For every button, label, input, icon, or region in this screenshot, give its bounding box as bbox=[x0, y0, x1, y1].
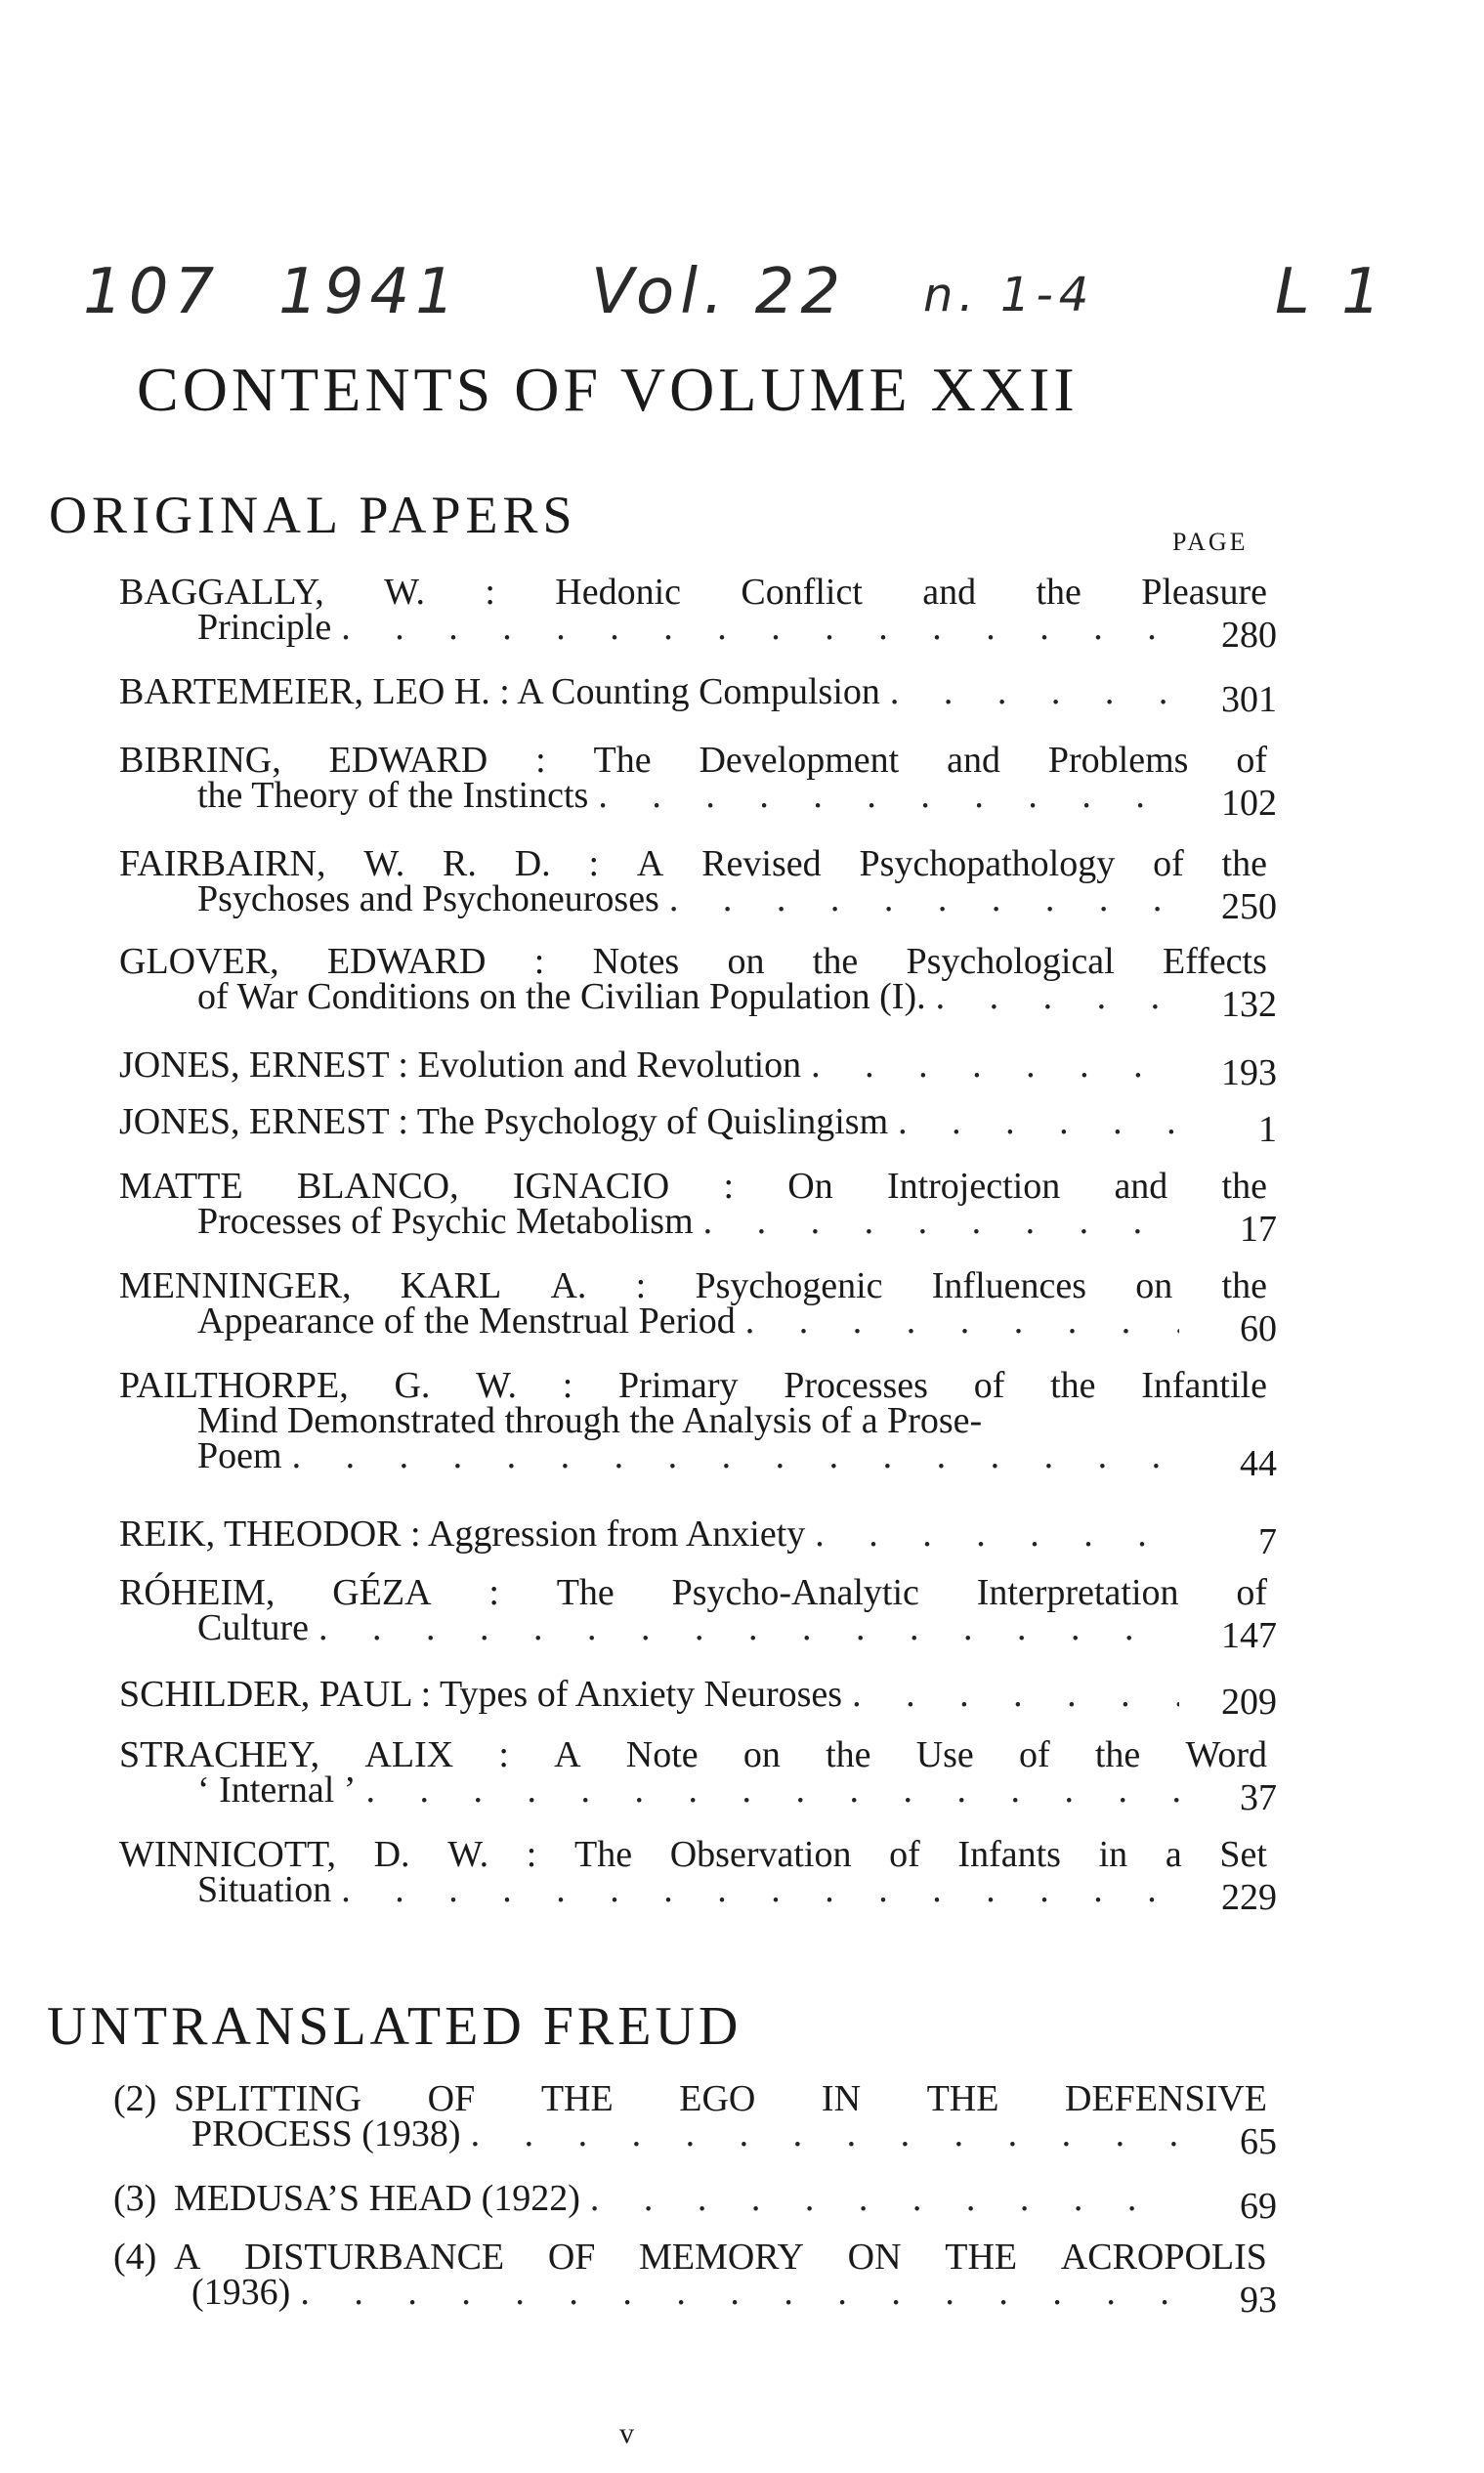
handwritten-note-part: Vol. 22 bbox=[591, 256, 847, 328]
toc-entry bbox=[119, 671, 1277, 720]
entry-number: (2) bbox=[113, 2078, 157, 2119]
entry-text-line: A DISTURBANCE OF MEMORY ON THE ACROPOLIS bbox=[174, 2237, 1267, 2278]
toc-entry bbox=[119, 740, 1277, 824]
dot-leader bbox=[341, 610, 1179, 645]
dot-leader bbox=[669, 881, 1179, 917]
toc-entry bbox=[119, 1834, 1277, 1918]
entry-text-line: Psychoses and Psychoneuroses bbox=[197, 878, 659, 919]
toc-entry bbox=[119, 1265, 1277, 1349]
entry-text-line: JONES, ERNEST : The Psychology of Quislingism bbox=[119, 1101, 889, 1142]
entry-text-line: Principle bbox=[197, 607, 332, 648]
entry-text-line: BIBRING, EDWARD : The Development and Problems of bbox=[119, 740, 1267, 781]
toc-entry bbox=[119, 1166, 1277, 1250]
entry-text-line: FAIRBAIRN, W. R. D. : A Revised Psychopathology of the bbox=[119, 843, 1267, 884]
page-number: 37 bbox=[1240, 1777, 1277, 1818]
entry-number: (3) bbox=[113, 2178, 157, 2219]
toc-entry bbox=[119, 1045, 1277, 1093]
page-number: 65 bbox=[1240, 2121, 1277, 2162]
dot-leader bbox=[811, 1047, 1179, 1083]
toc-entry bbox=[113, 2078, 1277, 2162]
entry-text-line: GLOVER, EDWARD : Notes on the Psychological Effects bbox=[119, 941, 1267, 982]
dot-leader bbox=[898, 1104, 1179, 1139]
entry-text-line: SPLITTING OF THE EGO IN THE DEFENSIVE bbox=[174, 2078, 1267, 2119]
entry-text-line: BARTEMEIER, LEO H. : A Counting Compulsion bbox=[119, 671, 880, 712]
dot-leader bbox=[815, 1516, 1179, 1552]
entry-text-line: MEDUSA’S HEAD (1922) bbox=[174, 2178, 580, 2219]
toc-entry bbox=[119, 1734, 1277, 1818]
page-number: 69 bbox=[1240, 2186, 1277, 2227]
entry-text-line: (1936) bbox=[191, 2272, 291, 2313]
dot-leader bbox=[318, 1610, 1179, 1645]
page-number: 44 bbox=[1240, 1443, 1277, 1484]
toc-entry bbox=[119, 941, 1277, 1025]
page-number: 280 bbox=[1221, 615, 1277, 656]
page-number: 7 bbox=[1258, 1521, 1277, 1562]
page-number: 250 bbox=[1221, 886, 1277, 927]
entry-text-line: Processes of Psychic Metabolism bbox=[197, 1201, 694, 1242]
page-number: 17 bbox=[1240, 1209, 1277, 1250]
page-number: 193 bbox=[1221, 1052, 1277, 1093]
toc-entry bbox=[119, 1514, 1277, 1562]
entry-text-line: BAGGALLY, W. : Hedonic Conflict and the Pleasure bbox=[119, 572, 1267, 613]
entry-text-line: Culture bbox=[197, 1607, 309, 1648]
dot-leader bbox=[365, 1772, 1179, 1808]
handwritten-call-number bbox=[83, 256, 1451, 344]
entry-number: (4) bbox=[113, 2237, 157, 2278]
toc-entry bbox=[119, 843, 1277, 927]
entry-text-line: PAILTHORPE, G. W. : Primary Processes of the Infantile bbox=[119, 1365, 1267, 1406]
toc-entry bbox=[119, 1101, 1277, 1150]
dot-leader bbox=[598, 778, 1179, 813]
page-number: 1 bbox=[1258, 1109, 1277, 1150]
dot-leader bbox=[936, 979, 1179, 1014]
entry-text-line: STRACHEY, ALIX : A Note on the Use of the Word bbox=[119, 1734, 1267, 1775]
page-number: 60 bbox=[1240, 1308, 1277, 1349]
entry-text-line: of War Conditions on the Civilian Population (I). bbox=[197, 976, 926, 1017]
entry-text-line: RÓHEIM, GÉZA : The Psycho-Analytic Interpretation of bbox=[119, 1572, 1267, 1613]
dot-leader bbox=[341, 1872, 1179, 1907]
toc-entry bbox=[113, 2237, 1277, 2321]
dot-leader bbox=[745, 1303, 1179, 1339]
entry-text-line: ‘ Internal ’ bbox=[197, 1769, 357, 1811]
toc-entry bbox=[119, 1365, 1277, 1484]
entry-text-line: PROCESS (1938) bbox=[191, 2113, 461, 2154]
dot-leader bbox=[852, 1677, 1179, 1712]
toc-entry bbox=[113, 2178, 1277, 2227]
page-folio: v bbox=[619, 2417, 634, 2450]
entry-text-line: SCHILDER, PAUL : Types of Anxiety Neuroses bbox=[119, 1674, 843, 1715]
dot-leader bbox=[300, 2275, 1179, 2310]
handwritten-note-part: 1941 bbox=[278, 256, 461, 328]
dot-leader bbox=[590, 2181, 1179, 2216]
page-number: 229 bbox=[1221, 1877, 1277, 1918]
toc-entry bbox=[119, 1572, 1277, 1656]
page-number: 102 bbox=[1221, 783, 1277, 824]
entry-text-line: Poem bbox=[197, 1435, 282, 1476]
entry-text-line: JONES, ERNEST : Evolution and Revolution bbox=[119, 1045, 802, 1086]
page-number: 301 bbox=[1221, 679, 1277, 720]
entry-text-line: REIK, THEODOR : Aggression from Anxiety bbox=[119, 1514, 806, 1555]
dot-leader bbox=[471, 2116, 1179, 2152]
section-heading-original-papers: ORIGINAL PAPERS bbox=[49, 486, 577, 544]
page-column-header: PAGE bbox=[1172, 528, 1249, 556]
page-number: 147 bbox=[1221, 1615, 1277, 1656]
dot-leader bbox=[890, 674, 1179, 709]
page-number: 209 bbox=[1221, 1682, 1277, 1723]
entry-text-line: Appearance of the Menstrual Period bbox=[197, 1300, 736, 1342]
page-number: 132 bbox=[1221, 984, 1277, 1025]
entry-text-line: the Theory of the Instincts bbox=[197, 775, 589, 816]
toc-entry bbox=[119, 1674, 1277, 1723]
entry-text-line: Situation bbox=[197, 1869, 332, 1910]
entry-text-line: MENNINGER, KARL A. : Psychogenic Influences on the bbox=[119, 1265, 1267, 1306]
dot-leader bbox=[292, 1438, 1179, 1473]
page-number: 93 bbox=[1240, 2280, 1277, 2321]
page-title: CONTENTS OF VOLUME XXII bbox=[137, 355, 1079, 424]
toc-entry bbox=[119, 572, 1277, 656]
handwritten-note-part: L 1 bbox=[1275, 256, 1387, 328]
entry-text-line: WINNICOTT, D. W. : The Observation of Infants in a Set bbox=[119, 1834, 1267, 1875]
entry-text-line: MATTE BLANCO, IGNACIO : On Introjection and the bbox=[119, 1166, 1267, 1207]
dot-leader bbox=[703, 1204, 1179, 1239]
handwritten-note-part: 107 bbox=[83, 256, 221, 328]
handwritten-note-part: n. 1-4 bbox=[923, 268, 1095, 322]
entry-text-line: Mind Demonstrated through the Analysis of a Prose- bbox=[197, 1400, 983, 1441]
section-heading-untranslated-freud: UNTRANSLATED FREUD bbox=[47, 1996, 742, 2057]
